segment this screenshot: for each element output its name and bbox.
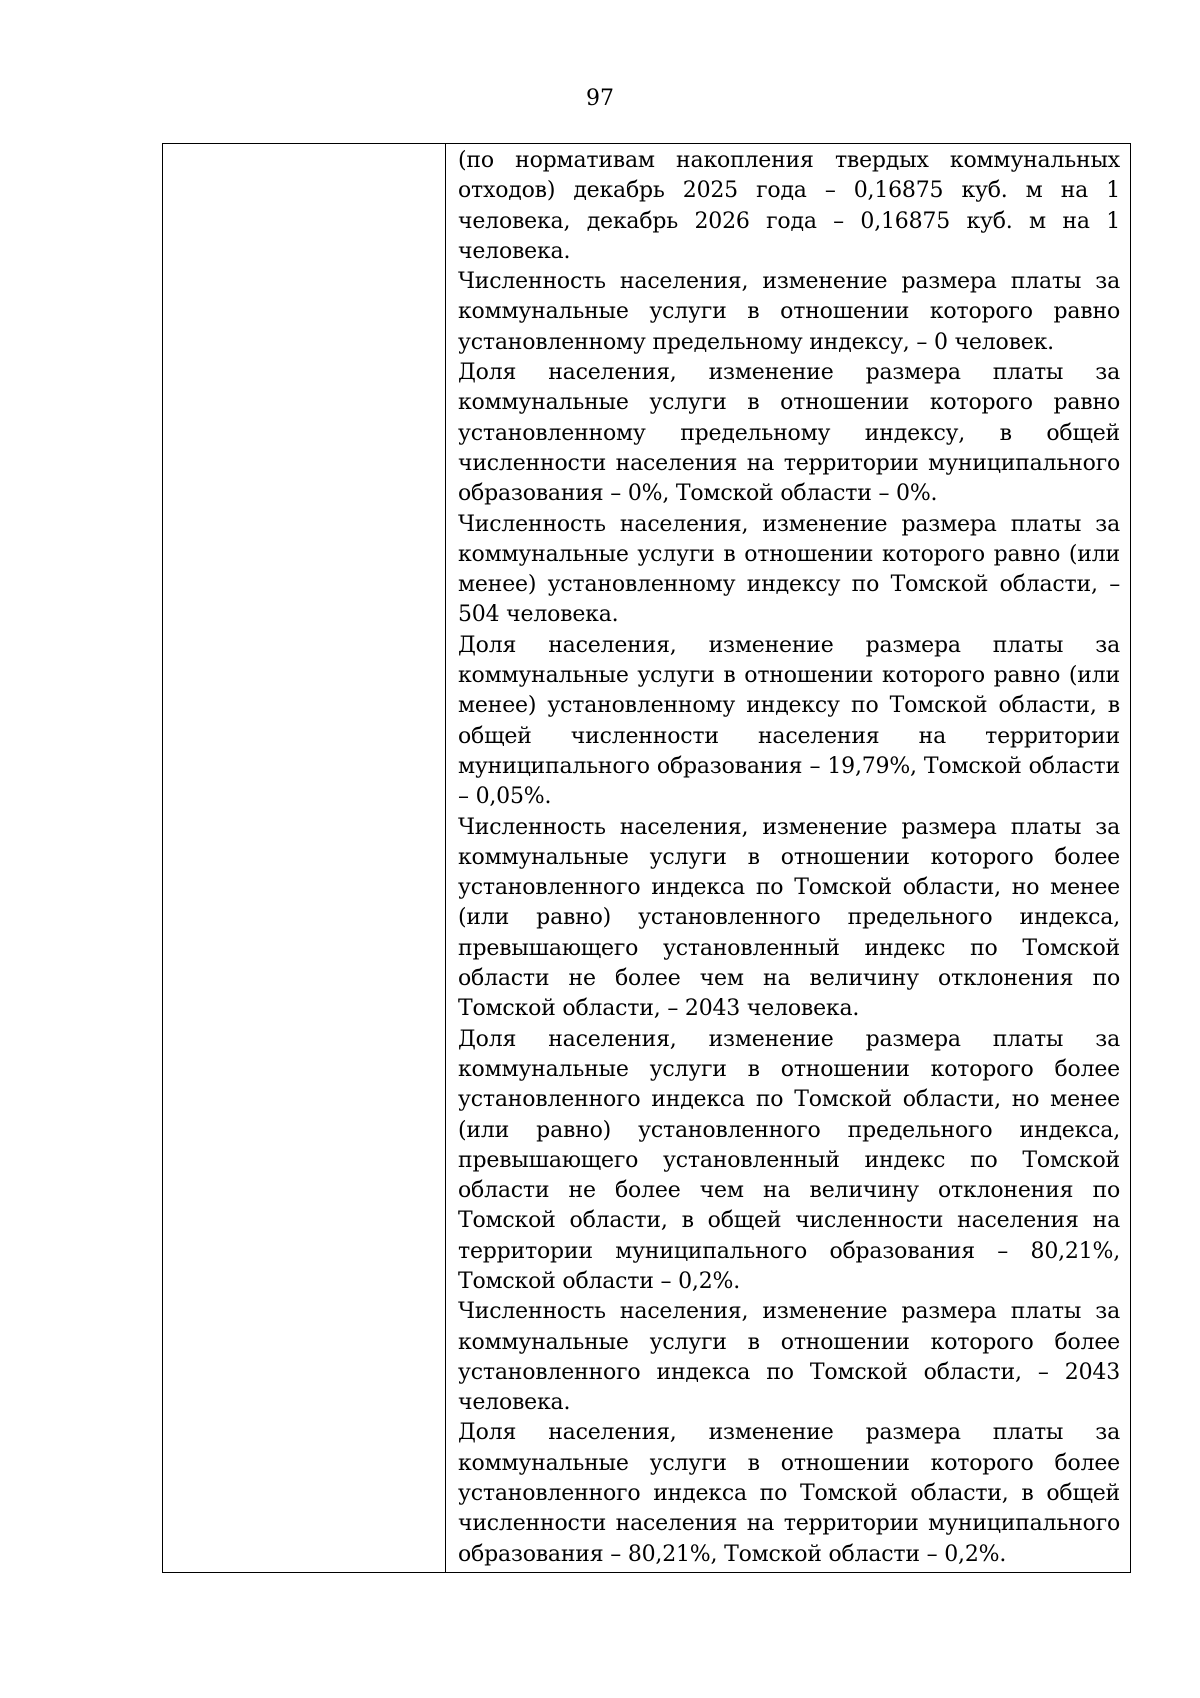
- paragraph-count-equal-or-less-index: Численность населения, изменение размера платы за коммунальные услуги в отношении которого равно (или менее) установленному индексу по Томской области, – 504 человека.: [458, 511, 1120, 628]
- page-number: 97: [586, 86, 614, 111]
- table-row: [163, 144, 1131, 1573]
- paragraph-norms: (по нормативам накопления твердых коммунальных отходов) декабрь 2025 года – 0,16875 куб. м на 1 человека, декабрь 2026 года – 0,16875 куб. м на 1 человека.: [458, 148, 1120, 264]
- paragraph-share-equal-or-less-index: Доля населения, изменение размера платы за коммунальные услуги в отношении которого равно (или менее) установленному индексу по Томской области, в общей численности населения на территории муниципального образования – 19,79%, Томской области – 0,05%.: [458, 632, 1120, 810]
- right-cell-content: [446, 144, 1130, 1570]
- paragraph-share-above-index-within-deviation: Доля населения, изменение размера платы за коммунальные услуги в отношении которого более установленного индекса по Томской области, но менее (или равно) установленного предельного индекса, превышающего установленный индекс по Томской области не более чем на величину отклонения по Томской области, в общей численности населения на территории муниципального образования – 80,21%, Томской области – 0,2%.: [458, 1026, 1120, 1294]
- left-cell-text: [163, 144, 445, 146]
- document-table: [162, 143, 1131, 1573]
- left-cell: [163, 144, 446, 1573]
- paragraph-count-equal-limit: Численность населения, изменение размера платы за коммунальные услуги в отношении которого равно установленному предельному индексу, – 0 человек.: [458, 269, 1120, 355]
- paragraph-count-above-index: Численность населения, изменение размера платы за коммунальные услуги в отношении которого более установленного индекса по Томской области, – 2043 человека.: [458, 1299, 1120, 1416]
- paragraph-share-equal-limit: Доля населения, изменение размера платы за коммунальные услуги в отношении которого равно установленному предельному индексу, в общей численности населения на территории муниципального образования – 0%, Томской области – 0%.: [458, 360, 1120, 507]
- paragraph-share-above-index: Доля населения, изменение размера платы за коммунальные услуги в отношении которого более установленного индекса по Томской области, в общей численности населения на территории муниципального образования – 80,21%, Томской области – 0,2%.: [458, 1420, 1120, 1567]
- paragraph-count-above-index-within-deviation: Численность населения, изменение размера платы за коммунальные услуги в отношении которого более установленного индекса по Томской области, но менее (или равно) установленного предельного индекса, превышающего установленный индекс по Томской области не более чем на величину отклонения по Томской области, – 2043 человека.: [458, 814, 1120, 1022]
- right-cell: [446, 144, 1131, 1573]
